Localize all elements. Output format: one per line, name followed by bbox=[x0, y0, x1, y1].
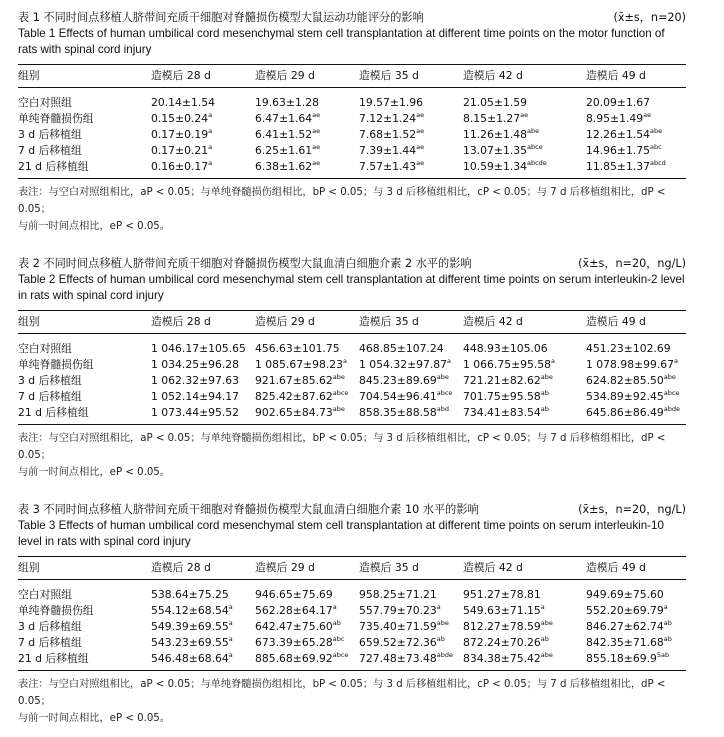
significance-mark: a bbox=[663, 603, 668, 611]
column-header: 造模后 49 d bbox=[586, 315, 646, 328]
table-cell bbox=[255, 341, 359, 357]
table-header-row bbox=[18, 65, 686, 87]
cell-value: 456.63±101.75 bbox=[255, 342, 340, 355]
significance-mark: a bbox=[674, 357, 679, 365]
table-cell bbox=[586, 143, 686, 159]
cell-value: 468.85±107.24 bbox=[359, 342, 444, 355]
cell-value: 7.57±1.43 bbox=[359, 160, 417, 173]
significance-mark: ae bbox=[312, 127, 321, 135]
cell-value: 8.95±1.49 bbox=[586, 112, 644, 125]
table-cell bbox=[586, 635, 686, 651]
table-cell bbox=[151, 357, 255, 373]
significance-mark: a bbox=[208, 159, 213, 167]
significance-mark: ab bbox=[663, 635, 672, 643]
footnote-line: 与前一时间点相比，eP < 0.05。 bbox=[18, 467, 170, 478]
table-cell bbox=[463, 127, 586, 143]
significance-mark: abcd bbox=[650, 159, 666, 167]
column-header: 造模后 42 d bbox=[463, 561, 523, 574]
column-header: 造模后 42 d bbox=[463, 315, 523, 328]
footnote-line: 与前一时间点相比，eP < 0.05。 bbox=[18, 221, 170, 232]
significance-mark: abce bbox=[332, 389, 349, 397]
table-cell bbox=[255, 95, 359, 111]
significance-mark: abce bbox=[436, 389, 453, 397]
footnote-line: 表注：与空白对照组相比，aP < 0.05；与单纯脊髓损伤组相比，bP < 0.05；与 3 d 后移植组相比，cP < 0.05；与 7 d 后移植组相比，dP < 0.05； bbox=[18, 679, 666, 707]
cell-value: 812.27±78.59 bbox=[463, 620, 541, 633]
table-cell bbox=[359, 143, 463, 159]
significance-mark: ae bbox=[643, 111, 652, 119]
table-cell bbox=[151, 405, 255, 421]
significance-mark: ab bbox=[663, 619, 672, 627]
cell-value: 451.23±102.69 bbox=[586, 342, 671, 355]
group-label: 21 d 后移植组 bbox=[18, 160, 89, 173]
column-header: 造模后 29 d bbox=[255, 69, 315, 82]
table-cell bbox=[359, 95, 463, 111]
cell-value: 21.05±1.59 bbox=[463, 96, 527, 109]
cell-value: 7.39±1.44 bbox=[359, 144, 417, 157]
table-cell bbox=[151, 111, 255, 127]
significance-mark: a bbox=[228, 603, 233, 611]
table-cell bbox=[359, 619, 463, 635]
cell-value: 902.65±84.73 bbox=[255, 406, 333, 419]
footnote-line: 表注：与空白对照组相比，aP < 0.05；与单纯脊髓损伤组相比，bP < 0.05；与 3 d 后移植组相比，cP < 0.05；与 7 d 后移植组相比，dP < 0.05； bbox=[18, 433, 666, 461]
significance-mark: a bbox=[551, 357, 556, 365]
cell-value: 1 078.98±99.67 bbox=[586, 358, 675, 371]
table-footnote bbox=[18, 676, 686, 727]
table-cell bbox=[151, 373, 255, 389]
cell-value: 534.89±92.45 bbox=[586, 390, 664, 403]
significance-mark: abe bbox=[540, 651, 553, 659]
table-row bbox=[18, 405, 686, 421]
cell-value: 921.67±85.62 bbox=[255, 374, 333, 387]
table-title-zh bbox=[18, 502, 686, 518]
column-header: 造模后 28 d bbox=[151, 561, 211, 574]
cell-value: 846.27±62.74 bbox=[586, 620, 664, 633]
table-footnote bbox=[18, 430, 686, 481]
table-row bbox=[18, 143, 686, 159]
footnote-line: 与前一时间点相比，eP < 0.05。 bbox=[18, 713, 170, 724]
table-cell bbox=[586, 95, 686, 111]
table-cell bbox=[255, 357, 359, 373]
significance-mark: ae bbox=[312, 143, 321, 151]
table-cell bbox=[151, 389, 255, 405]
table-cell bbox=[586, 341, 686, 357]
table-cell bbox=[463, 603, 586, 619]
column-header: 造模后 42 d bbox=[463, 69, 523, 82]
cell-value: 0.17±0.19 bbox=[151, 128, 209, 141]
cell-value: 958.25±71.21 bbox=[359, 588, 437, 601]
table-cell bbox=[255, 111, 359, 127]
significance-mark: ae bbox=[416, 111, 425, 119]
cell-value: 1 066.75±95.58 bbox=[463, 358, 552, 371]
table-bottom-rule bbox=[18, 424, 686, 425]
table-cell bbox=[586, 111, 686, 127]
table-cell bbox=[359, 651, 463, 667]
cell-value: 6.41±1.52 bbox=[255, 128, 313, 141]
cell-value: 951.27±78.81 bbox=[463, 588, 541, 601]
table-cell bbox=[463, 95, 586, 111]
table-row bbox=[18, 389, 686, 405]
significance-mark: ae bbox=[416, 127, 425, 135]
group-label: 单纯脊髓损伤组 bbox=[18, 604, 94, 617]
table-cell bbox=[151, 651, 255, 667]
table-stat-note: (x̄±s，n=20，ng/L) bbox=[578, 257, 686, 270]
cell-value: 0.16±0.17 bbox=[151, 160, 209, 173]
group-label: 空白对照组 bbox=[18, 96, 72, 109]
table-cell bbox=[463, 159, 586, 175]
table-2 bbox=[18, 256, 686, 481]
significance-mark: ab bbox=[540, 405, 549, 413]
table-cell bbox=[359, 635, 463, 651]
table-header-row bbox=[18, 311, 686, 333]
table-cell bbox=[463, 373, 586, 389]
table-cell bbox=[359, 357, 463, 373]
cell-value: 834.38±75.42 bbox=[463, 652, 541, 665]
table-cell bbox=[151, 159, 255, 175]
column-header: 造模后 28 d bbox=[151, 69, 211, 82]
cell-value: 19.57±1.96 bbox=[359, 96, 423, 109]
cell-value: 1 052.14±94.17 bbox=[151, 390, 240, 403]
group-label: 3 d 后移植组 bbox=[18, 374, 82, 387]
significance-mark: abcde bbox=[527, 159, 547, 167]
significance-mark: abe bbox=[540, 373, 553, 381]
table-cell bbox=[255, 619, 359, 635]
cell-value: 1 085.67±98.23 bbox=[255, 358, 344, 371]
cell-value: 734.41±83.54 bbox=[463, 406, 541, 419]
significance-mark: ab bbox=[540, 389, 549, 397]
significance-mark: abc bbox=[332, 635, 345, 643]
cell-value: 11.85±1.37 bbox=[586, 160, 650, 173]
significance-mark: abe bbox=[527, 127, 540, 135]
cell-value: 735.40±71.59 bbox=[359, 620, 437, 633]
table-cell bbox=[586, 405, 686, 421]
group-label: 3 d 后移植组 bbox=[18, 620, 82, 633]
column-header: 组别 bbox=[18, 315, 40, 328]
group-label: 21 d 后移植组 bbox=[18, 652, 89, 665]
table-row bbox=[18, 357, 686, 373]
group-label: 3 d 后移植组 bbox=[18, 128, 82, 141]
table-cell bbox=[586, 357, 686, 373]
cell-value: 872.24±70.26 bbox=[463, 636, 541, 649]
column-header: 造模后 49 d bbox=[586, 561, 646, 574]
table-cell bbox=[255, 603, 359, 619]
table-cell bbox=[255, 127, 359, 143]
cell-value: 554.12±68.54 bbox=[151, 604, 229, 617]
table-cell bbox=[255, 389, 359, 405]
cell-value: 721.21±82.62 bbox=[463, 374, 541, 387]
cell-value: 12.26±1.54 bbox=[586, 128, 650, 141]
cell-value: 20.14±1.54 bbox=[151, 96, 215, 109]
cell-value: 1 034.25±96.28 bbox=[151, 358, 240, 371]
table-title-zh-text: 表 1 不同时间点移植人脐带间充质干细胞对脊髓损伤模型大鼠运动功能评分的影响 bbox=[18, 11, 424, 24]
cell-value: 8.15±1.27 bbox=[463, 112, 521, 125]
cell-value: 538.64±75.25 bbox=[151, 588, 229, 601]
significance-mark: ab bbox=[540, 635, 549, 643]
cell-value: 659.52±72.36 bbox=[359, 636, 437, 649]
significance-mark: ae bbox=[416, 143, 425, 151]
significance-mark: abce bbox=[663, 389, 680, 397]
table-1 bbox=[18, 10, 686, 235]
cell-value: 11.26±1.48 bbox=[463, 128, 527, 141]
table-cell bbox=[463, 143, 586, 159]
significance-mark: a bbox=[343, 357, 348, 365]
group-label: 单纯脊髓损伤组 bbox=[18, 112, 94, 125]
cell-value: 10.59±1.34 bbox=[463, 160, 527, 173]
footnote-line: 表注：与空白对照组相比，aP < 0.05；与单纯脊髓损伤组相比，bP < 0.05；与 3 d 后移植组相比，cP < 0.05；与 7 d 后移植组相比，dP < 0.05； bbox=[18, 187, 666, 215]
cell-value: 557.79±70.23 bbox=[359, 604, 437, 617]
cell-value: 885.68±69.92 bbox=[255, 652, 333, 665]
table-stat-note: (x̄±s，n=20，ng/L) bbox=[578, 503, 686, 516]
table-header-row bbox=[18, 557, 686, 579]
cell-value: 0.15±0.24 bbox=[151, 112, 209, 125]
column-header: 造模后 35 d bbox=[359, 561, 419, 574]
significance-mark: abde bbox=[663, 405, 680, 413]
table-cell bbox=[255, 635, 359, 651]
group-label: 7 d 后移植组 bbox=[18, 390, 82, 403]
table-row bbox=[18, 111, 686, 127]
table-cell bbox=[151, 603, 255, 619]
cell-value: 704.54±96.41 bbox=[359, 390, 437, 403]
cell-value: 14.96±1.75 bbox=[586, 144, 650, 157]
table-cell bbox=[463, 357, 586, 373]
significance-mark: a bbox=[436, 603, 441, 611]
significance-mark: abe bbox=[436, 373, 449, 381]
table-cell bbox=[151, 95, 255, 111]
table-cell bbox=[586, 587, 686, 603]
table-stat-note: (x̄±s，n=20) bbox=[613, 11, 686, 24]
cell-value: 701.75±95.58 bbox=[463, 390, 541, 403]
significance-mark: a bbox=[332, 603, 337, 611]
cell-value: 845.23±89.69 bbox=[359, 374, 437, 387]
cell-value: 858.35±88.58 bbox=[359, 406, 437, 419]
cell-value: 562.28±64.17 bbox=[255, 604, 333, 617]
group-label: 7 d 后移植组 bbox=[18, 636, 82, 649]
cell-value: 1 062.32±97.63 bbox=[151, 374, 240, 387]
table-cell bbox=[151, 127, 255, 143]
cell-value: 855.18±69.9 bbox=[586, 652, 657, 665]
table-bottom-rule bbox=[18, 670, 686, 671]
cell-value: 0.17±0.21 bbox=[151, 144, 209, 157]
significance-mark: a bbox=[208, 143, 213, 151]
table-cell bbox=[586, 389, 686, 405]
significance-mark: abe bbox=[332, 373, 345, 381]
significance-mark: a bbox=[208, 127, 213, 135]
cell-value: 7.68±1.52 bbox=[359, 128, 417, 141]
table-cell bbox=[151, 619, 255, 635]
cell-value: 552.20±69.79 bbox=[586, 604, 664, 617]
table-cell bbox=[463, 389, 586, 405]
table-title-zh-text: 表 2 不同时间点移植人脐带间充质干细胞对脊髓损伤模型大鼠血清白细胞介素 2 水平的影响 bbox=[18, 257, 472, 270]
table-cell bbox=[255, 143, 359, 159]
table-row bbox=[18, 651, 686, 667]
cell-value: 673.39±65.28 bbox=[255, 636, 333, 649]
cell-value: 448.93±105.06 bbox=[463, 342, 548, 355]
cell-value: 645.86±86.49 bbox=[586, 406, 664, 419]
column-header: 造模后 35 d bbox=[359, 315, 419, 328]
significance-mark: abe bbox=[663, 373, 676, 381]
table-title-zh bbox=[18, 256, 686, 272]
cell-value: 825.42±87.62 bbox=[255, 390, 333, 403]
column-header: 造模后 29 d bbox=[255, 561, 315, 574]
significance-mark: ae bbox=[312, 111, 321, 119]
table-cell bbox=[463, 587, 586, 603]
table-cell bbox=[359, 111, 463, 127]
cell-value: 549.39±69.55 bbox=[151, 620, 229, 633]
table-cell bbox=[359, 373, 463, 389]
table-cell bbox=[359, 603, 463, 619]
column-header: 造模后 49 d bbox=[586, 69, 646, 82]
table-cell bbox=[151, 143, 255, 159]
cell-value: 1 046.17±105.65 bbox=[151, 342, 246, 355]
table-cell bbox=[255, 159, 359, 175]
column-header: 组别 bbox=[18, 561, 40, 574]
significance-mark: abce bbox=[527, 143, 543, 151]
table-cell bbox=[586, 651, 686, 667]
group-label: 空白对照组 bbox=[18, 342, 72, 355]
table-cell bbox=[463, 635, 586, 651]
column-header: 造模后 28 d bbox=[151, 315, 211, 328]
table-cell bbox=[151, 341, 255, 357]
table-row bbox=[18, 337, 686, 357]
table-row bbox=[18, 619, 686, 635]
table-row bbox=[18, 373, 686, 389]
cell-value: 642.47±75.60 bbox=[255, 620, 333, 633]
table-bottom-rule bbox=[18, 178, 686, 179]
significance-mark: ae bbox=[312, 159, 321, 167]
significance-mark: a bbox=[447, 357, 452, 365]
table-cell bbox=[463, 651, 586, 667]
significance-mark: a bbox=[228, 635, 233, 643]
cell-value: 727.48±73.48 bbox=[359, 652, 437, 665]
table-cell bbox=[586, 373, 686, 389]
cell-value: 549.63±71.15 bbox=[463, 604, 541, 617]
significance-mark: abe bbox=[332, 405, 345, 413]
table-cell bbox=[151, 635, 255, 651]
significance-mark: abd bbox=[436, 405, 449, 413]
table-cell bbox=[463, 111, 586, 127]
table-body bbox=[18, 334, 686, 424]
significance-mark: ae bbox=[416, 159, 425, 167]
significance-mark: a bbox=[540, 603, 545, 611]
group-label: 7 d 后移植组 bbox=[18, 144, 82, 157]
table-cell bbox=[463, 405, 586, 421]
significance-mark: abe bbox=[540, 619, 553, 627]
table-footnote bbox=[18, 184, 686, 235]
cell-value: 6.38±1.62 bbox=[255, 160, 313, 173]
significance-mark: abc bbox=[650, 143, 662, 151]
table-row bbox=[18, 635, 686, 651]
cell-value: 13.07±1.35 bbox=[463, 144, 527, 157]
table-row bbox=[18, 159, 686, 175]
table-cell bbox=[255, 405, 359, 421]
cell-value: 543.23±69.55 bbox=[151, 636, 229, 649]
significance-mark: 5ab bbox=[656, 651, 670, 659]
significance-mark: ab bbox=[332, 619, 341, 627]
cell-value: 20.09±1.67 bbox=[586, 96, 650, 109]
significance-mark: ab bbox=[436, 635, 445, 643]
table-cell bbox=[359, 389, 463, 405]
significance-mark: ae bbox=[520, 111, 529, 119]
table-body bbox=[18, 580, 686, 670]
table-cell bbox=[255, 651, 359, 667]
table-3 bbox=[18, 502, 686, 727]
column-header: 造模后 29 d bbox=[255, 315, 315, 328]
significance-mark: abe bbox=[650, 127, 663, 135]
table-title-en: Table 3 Effects of human umbilical cord mesenchymal stem cell transplantation at different time points on serum interleukin-10 level in rats with spinal cord injury bbox=[18, 519, 664, 548]
table-row bbox=[18, 603, 686, 619]
group-label: 21 d 后移植组 bbox=[18, 406, 89, 419]
table-cell bbox=[255, 587, 359, 603]
cell-value: 19.63±1.28 bbox=[255, 96, 319, 109]
cell-value: 6.47±1.64 bbox=[255, 112, 313, 125]
table-cell bbox=[586, 603, 686, 619]
significance-mark: abe bbox=[436, 619, 449, 627]
column-header: 造模后 35 d bbox=[359, 69, 419, 82]
table-cell bbox=[359, 127, 463, 143]
table-cell bbox=[463, 619, 586, 635]
cell-value: 1 073.44±95.52 bbox=[151, 406, 240, 419]
cell-value: 946.65±75.69 bbox=[255, 588, 333, 601]
table-title-zh bbox=[18, 10, 686, 26]
table-cell bbox=[463, 341, 586, 357]
table-cell bbox=[359, 341, 463, 357]
cell-value: 842.35±71.68 bbox=[586, 636, 664, 649]
table-cell bbox=[359, 159, 463, 175]
significance-mark: abce bbox=[332, 651, 349, 659]
table-body bbox=[18, 88, 686, 178]
cell-value: 949.69±75.60 bbox=[586, 588, 664, 601]
significance-mark: a bbox=[208, 111, 213, 119]
table-title-en: Table 1 Effects of human umbilical cord mesenchymal stem cell transplantation at different time points on the motor function of rats with spinal cord injury bbox=[18, 27, 665, 56]
table-cell bbox=[586, 159, 686, 175]
table-title-en: Table 2 Effects of human umbilical cord mesenchymal stem cell transplantation at different time points on serum interleukin-2 level in rats with spinal cord injury bbox=[18, 273, 685, 302]
cell-value: 1 054.32±97.87 bbox=[359, 358, 448, 371]
table-cell bbox=[586, 127, 686, 143]
table-cell bbox=[255, 373, 359, 389]
table-cell bbox=[359, 405, 463, 421]
table-cell bbox=[586, 619, 686, 635]
cell-value: 624.82±85.50 bbox=[586, 374, 664, 387]
table-row bbox=[18, 583, 686, 603]
column-header: 组别 bbox=[18, 69, 40, 82]
cell-value: 7.12±1.24 bbox=[359, 112, 417, 125]
table-cell bbox=[359, 587, 463, 603]
significance-mark: a bbox=[228, 651, 233, 659]
group-label: 空白对照组 bbox=[18, 588, 72, 601]
significance-mark: abde bbox=[436, 651, 453, 659]
table-row bbox=[18, 127, 686, 143]
table-cell bbox=[151, 587, 255, 603]
group-label: 单纯脊髓损伤组 bbox=[18, 358, 94, 371]
cell-value: 6.25±1.61 bbox=[255, 144, 313, 157]
cell-value: 546.48±68.64 bbox=[151, 652, 229, 665]
table-title-zh-text: 表 3 不同时间点移植人脐带间充质干细胞对脊髓损伤模型大鼠血清白细胞介素 10 水平的影响 bbox=[18, 503, 479, 516]
significance-mark: a bbox=[228, 619, 233, 627]
table-row bbox=[18, 91, 686, 111]
